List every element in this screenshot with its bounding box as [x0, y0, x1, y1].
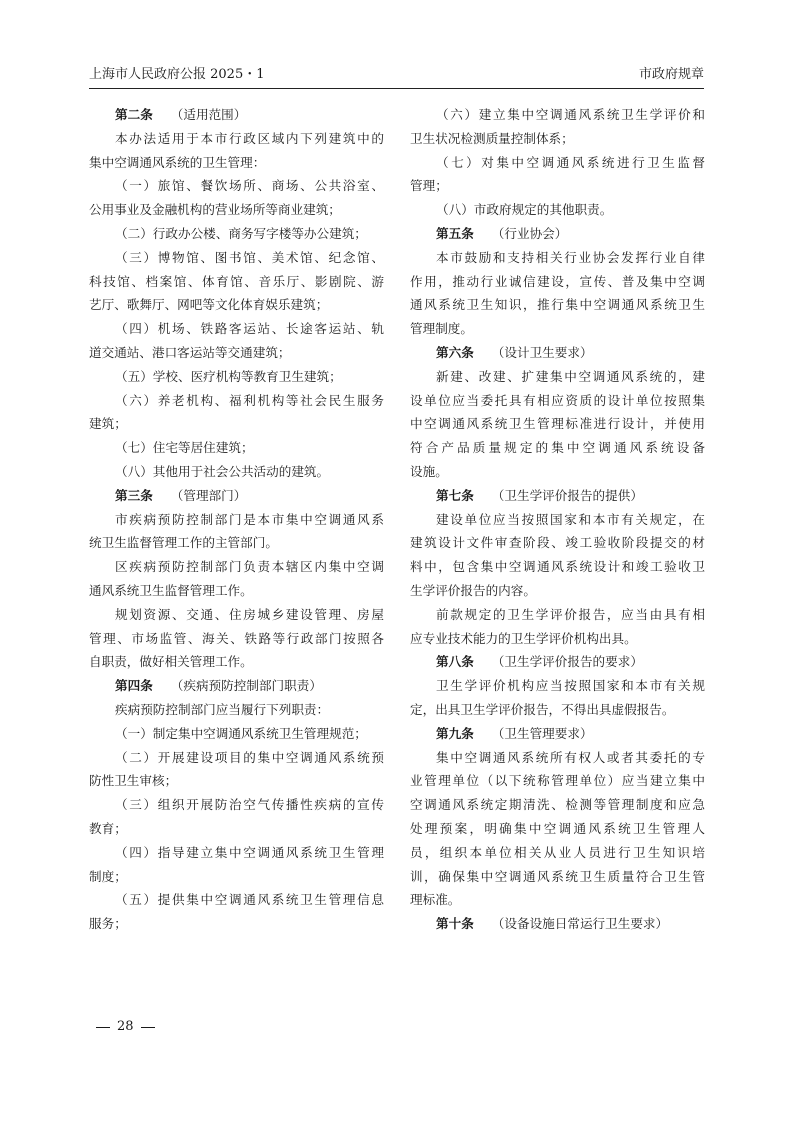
- article-title: （行业协会）: [491, 225, 568, 241]
- body-text-line: 公用事业及金融机构的营业场所等商业建筑；: [89, 202, 341, 218]
- body-text-line: （六）养老机构、福利机构等社会民生服务: [115, 392, 384, 408]
- article-number: 第十条: [436, 916, 474, 932]
- article-heading: [410, 484, 705, 508]
- body-text-line: 料中，包含集中空调通风系统设计和竣工验收卫: [410, 559, 705, 575]
- body-text-line: （四）机场、铁路客运站、长途客运站、轨: [115, 321, 384, 337]
- body-text-line: 防性卫生审核；: [89, 773, 178, 789]
- body-text-line: （四）指导建立集中空调通风系统卫生管理: [115, 844, 384, 860]
- body-text-line: 处理预案，明确集中空调通风系统卫生管理人: [410, 820, 705, 836]
- body-text-line: 统卫生监督管理工作的主管部门。: [89, 535, 278, 551]
- footer-dash-right: [141, 1027, 155, 1028]
- section-title: 市政府规章: [638, 67, 704, 82]
- body-text-line: 建设单位应当按照国家和本市有关规定，在: [436, 511, 705, 527]
- body-text-line: 设单位应当委托具有相应资质的设计单位按照集: [410, 392, 705, 408]
- body-text-line: 艺厅、歌舞厅、网吧等文化体育娱乐建筑；: [89, 297, 329, 313]
- article-number: 第九条: [436, 725, 474, 741]
- article-heading: [410, 341, 705, 365]
- body-text-line: 卫生学评价机构应当按照国家和本市有关规: [436, 678, 705, 694]
- article-heading: [89, 484, 384, 508]
- article-title: （适用范围）: [170, 107, 247, 122]
- body-text-line: 管理；: [410, 178, 448, 194]
- body-text-line: 理标准。: [410, 892, 461, 908]
- body-text-line: 员，组织本单位相关从业人员进行卫生知识培: [410, 844, 705, 860]
- body-text-line: （一）旅馆、餐饮场所、商场、公共浴室、: [115, 178, 384, 194]
- article-heading: [410, 912, 705, 936]
- body-text-line: （三）博物馆、图书馆、美术馆、纪念馆、: [115, 249, 384, 265]
- page-header: [89, 66, 704, 90]
- article-heading: [89, 103, 384, 127]
- body-text-line: （七）住宅等居住建筑；: [115, 440, 254, 456]
- body-text-line: 自职责，做好相关管理工作。: [89, 654, 253, 670]
- body-text-line: （一）制定集中空调通风系统卫生管理规范；: [115, 725, 367, 741]
- body-text-line: （六）建立集中空调通风系统卫生学评价和: [436, 107, 705, 122]
- body-text-line: 通风系统卫生监督管理工作。: [89, 582, 253, 598]
- article-title: （设备设施日常运行卫生要求）: [491, 916, 669, 932]
- body-text-line: 作用，推动行业诚信建设，宣传、普及集中空调: [410, 273, 705, 289]
- article-number: 第二条: [115, 107, 153, 122]
- body-text-line: 集中空调通风系统所有权人或者其委托的专: [436, 749, 705, 765]
- body-text-line: 业管理单位（以下统称管理单位）应当建立集中: [410, 773, 705, 789]
- body-text-line: 服务；: [89, 916, 127, 932]
- body-text-line: （五）提供集中空调通风系统卫生管理信息: [115, 892, 384, 908]
- body-text-line: 区疾病预防控制部门负责本辖区内集中空调: [115, 559, 384, 575]
- body-text-line: 科技馆、档案馆、体育馆、音乐厅、影剧院、游: [89, 273, 384, 289]
- page-number: 28: [117, 1019, 134, 1034]
- body-text-line: （八）其他用于社会公共活动的建筑。: [115, 463, 330, 479]
- body-text-line: 本市鼓励和支持相关行业协会发挥行业自律: [436, 249, 705, 265]
- article-number: 第五条: [436, 225, 474, 241]
- right-column: [410, 103, 705, 936]
- body-text-line: （二）开展建设项目的集中空调通风系统预: [115, 749, 384, 765]
- body-text-line: 市疾病预防控制部门是本市集中空调通风系: [115, 511, 384, 527]
- article-number: 第八条: [436, 654, 474, 670]
- body-text-line: 疾病预防控制部门应当履行下列职责：: [115, 701, 330, 717]
- body-text-line: 规划资源、交通、住房城乡建设管理、房屋: [115, 606, 384, 622]
- body-text-line: 设施。: [410, 463, 448, 479]
- body-text-line: 卫生状况检测质量控制体系；: [410, 130, 574, 146]
- body-text-line: 定，出具卫生学评价报告，不得出具虚假报告。: [410, 701, 675, 717]
- body-text-line: （五）学校、医疗机构等教育卫生建筑；: [115, 368, 342, 384]
- article-heading: [89, 674, 384, 698]
- footer-dash-left: [96, 1027, 110, 1028]
- body-text-line: 管理制度。: [410, 321, 473, 337]
- body-text-line: （三）组织开展防治空气传播性疾病的宣传: [115, 797, 384, 813]
- article-title: （疾病预防控制部门职责）: [170, 678, 322, 694]
- body-text-line: 建筑；: [89, 416, 127, 432]
- body-text-line: 集中空调通风系统的卫生管理：: [89, 154, 266, 170]
- body-text-line: （二）行政办公楼、商务写字楼等办公建筑；: [115, 225, 367, 241]
- body-text-line: 教育；: [89, 820, 127, 836]
- body-text-line: 通风系统卫生知识，推行集中空调通风系统卫生: [410, 297, 705, 313]
- article-heading: [410, 222, 705, 246]
- page-footer: [89, 1018, 162, 1036]
- body-text-line: 道交通站、港口客运站等交通建筑；: [89, 344, 291, 360]
- left-column: [89, 103, 384, 936]
- body-text-line: （七）对集中空调通风系统进行卫生监督: [436, 154, 705, 170]
- article-number: 第六条: [436, 344, 474, 360]
- body-text-line: 训，确保集中空调通风系统卫生质量符合卫生管: [410, 868, 705, 884]
- article-heading: [410, 722, 705, 746]
- body-text-line: 管理、市场监管、海关、铁路等行政部门按照各: [89, 630, 384, 646]
- article-title: （设计卫生要求）: [491, 344, 593, 360]
- body-text-line: 建筑设计文件审查阶段、竣工验收阶段提交的材: [410, 535, 705, 551]
- body-text-line: 中空调通风系统卫生管理标准进行设计，并使用: [410, 416, 705, 432]
- article-title: （管理部门）: [170, 487, 247, 503]
- body-text-line: 应专业技术能力的卫生学评价机构出具。: [410, 630, 637, 646]
- article-number: 第七条: [436, 487, 474, 503]
- article-title: （卫生学评价报告的提供）: [491, 487, 643, 503]
- publication-title: 上海市人民政府公报 2025・1: [89, 67, 265, 82]
- article-heading: [410, 650, 705, 674]
- article-title: （卫生学评价报告的要求）: [491, 654, 643, 670]
- body-text-line: 前款规定的卫生学评价报告，应当由具有相: [436, 606, 705, 622]
- article-number: 第三条: [115, 487, 153, 503]
- body-text-line: 新建、改建、扩建集中空调通风系统的，建: [436, 368, 705, 384]
- body-text-line: 生学评价报告的内容。: [410, 582, 536, 598]
- body-text-line: 制度；: [89, 868, 127, 884]
- body-text-line: （八）市政府规定的其他职责。: [436, 202, 613, 218]
- body-text-line: 本办法适用于本市行政区域内下列建筑中的: [115, 130, 384, 146]
- body-text-line: 符合产品质量规定的集中空调通风系统设备: [410, 440, 705, 456]
- header-divider: [89, 88, 704, 89]
- article-number: 第四条: [115, 678, 153, 694]
- body-text-line: 空调通风系统定期清洗、检测等管理制度和应急: [410, 797, 705, 813]
- article-title: （卫生管理要求）: [491, 725, 593, 741]
